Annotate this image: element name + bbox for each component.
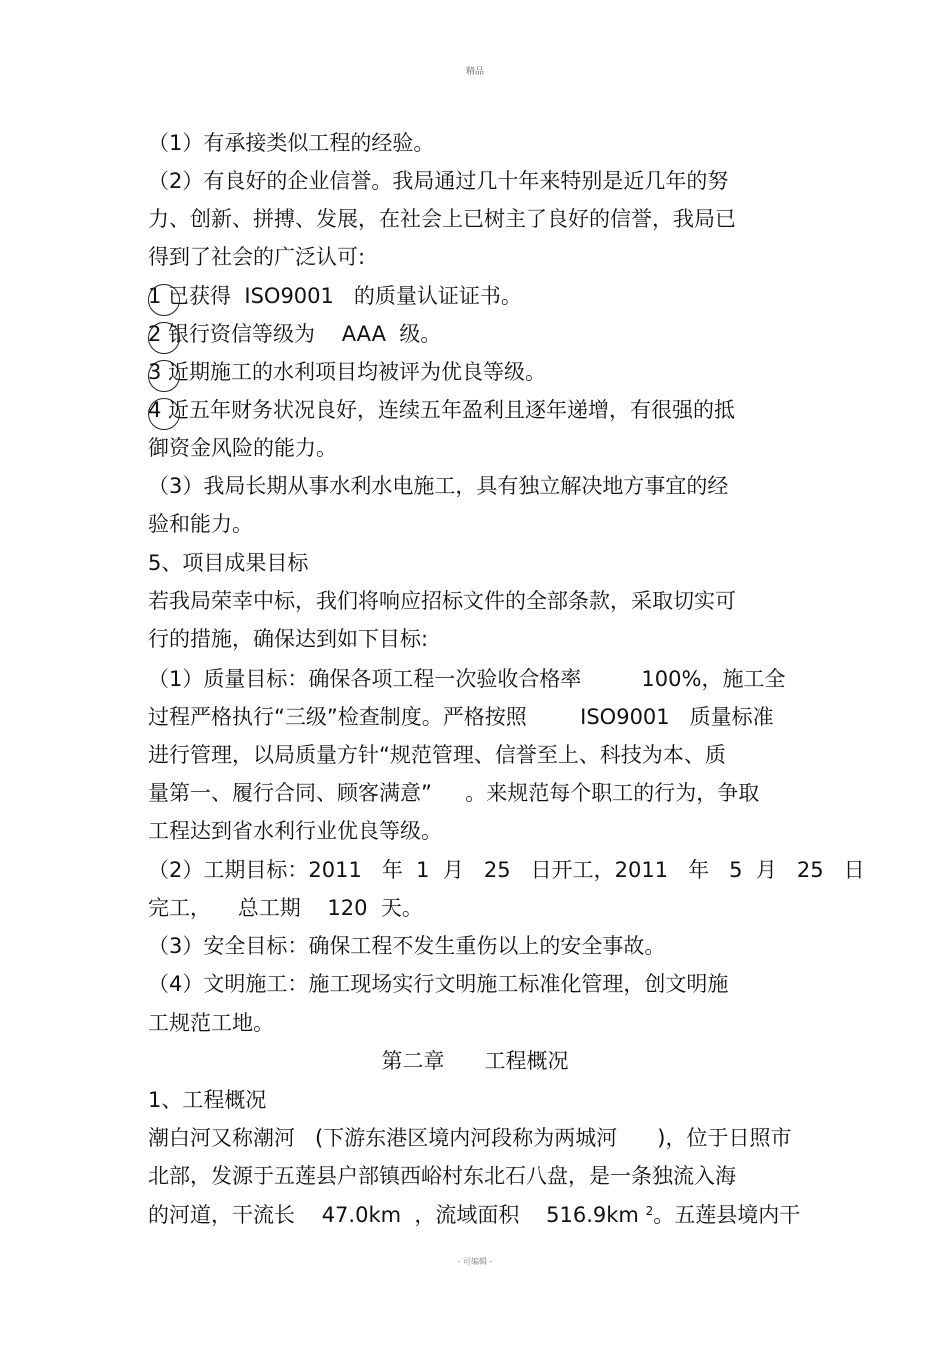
text-line: 1 已获得 ISO9001 的质量认证证书。 [148, 284, 522, 308]
text-segment: 。五莲县境内干 [653, 1203, 801, 1227]
text-line: 若我局荣幸中标，我们将响应招标文件的全部条款，采取切实可 [148, 589, 736, 613]
text-line: （1）质量目标：确保各项工程一次验收合格率 100%，施工全 [148, 667, 786, 691]
text-line: 4 近五年财务状况良好，连续五年盈利且逐年递增，有很强的抵 [148, 398, 736, 422]
text-line: 北部，发源于五莲县户部镇西峪村东北石八盘，是一条独流入海 [148, 1164, 736, 1188]
text-line: 工程达到省水利行业优良等级。 [148, 819, 442, 843]
text-line: 御资金风险的能力。 [148, 436, 337, 460]
text-line: 2 银行资信等级为 AAA 级。 [148, 322, 442, 346]
text-line: （3）我局长期从事水利水电施工，具有独立解决地方事宜的经 [148, 474, 729, 498]
text-line: 力、创新、拼搏、发展，在社会上已树主了良好的信誉，我局已 [148, 207, 736, 231]
text-line: 完工， 总工期 120 天。 [148, 896, 423, 920]
superscript: 2 [645, 1204, 654, 1218]
text-line-last [148, 1201, 800, 1229]
text-line: 量第一、履行合同、顾客满意” 。来规范每个职工的行为，争取 [148, 781, 760, 805]
text-line: （2）有良好的企业信誉。我局通过几十年来特别是近几年的努 [148, 169, 729, 193]
text-line: 验和能力。 [148, 512, 253, 536]
text-line: （3）安全目标：确保工程不发生重伤以上的安全事故。 [148, 934, 666, 958]
text-line: 进行管理，以局质量方针“规范管理、信誉至上、科技为本、质 [148, 743, 726, 767]
text-line: 过程严格执行“三级”检查制度。严格按照 ISO9001 质量标准 [148, 705, 774, 729]
text-line: 行的措施，确保达到如下目标: [148, 627, 429, 651]
text-line: 3 近期施工的水利项目均被评为优良等级。 [148, 360, 547, 384]
chapter-title: 第二章 工程概况 [381, 1049, 569, 1073]
section-heading: 1、工程概况 [148, 1088, 267, 1112]
text-segment: 的河道，干流长 47.0km ，流域面积 516.9km [148, 1203, 639, 1227]
section-heading: 5、项目成果目标 [148, 551, 309, 575]
text-line: （2）工期目标：2011 年 1 月 25 日开工，2011 年 5 月 25 日 [148, 858, 865, 882]
footer-mark: - 可编辑 - [457, 1257, 493, 1266]
text-line: 工规范工地。 [148, 1011, 274, 1035]
header-mark: 精品 [465, 67, 484, 77]
text-line: 潮白河又称潮河 (下游东港区境内河段称为两城河 )，位于日照市 [148, 1126, 792, 1150]
text-line: （1）有承接类似工程的经验。 [148, 131, 435, 155]
text-line: （4）文明施工：施工现场实行文明施工标准化管理，创文明施 [148, 972, 729, 996]
text-line: 得到了社会的广泛认可: [148, 245, 366, 269]
